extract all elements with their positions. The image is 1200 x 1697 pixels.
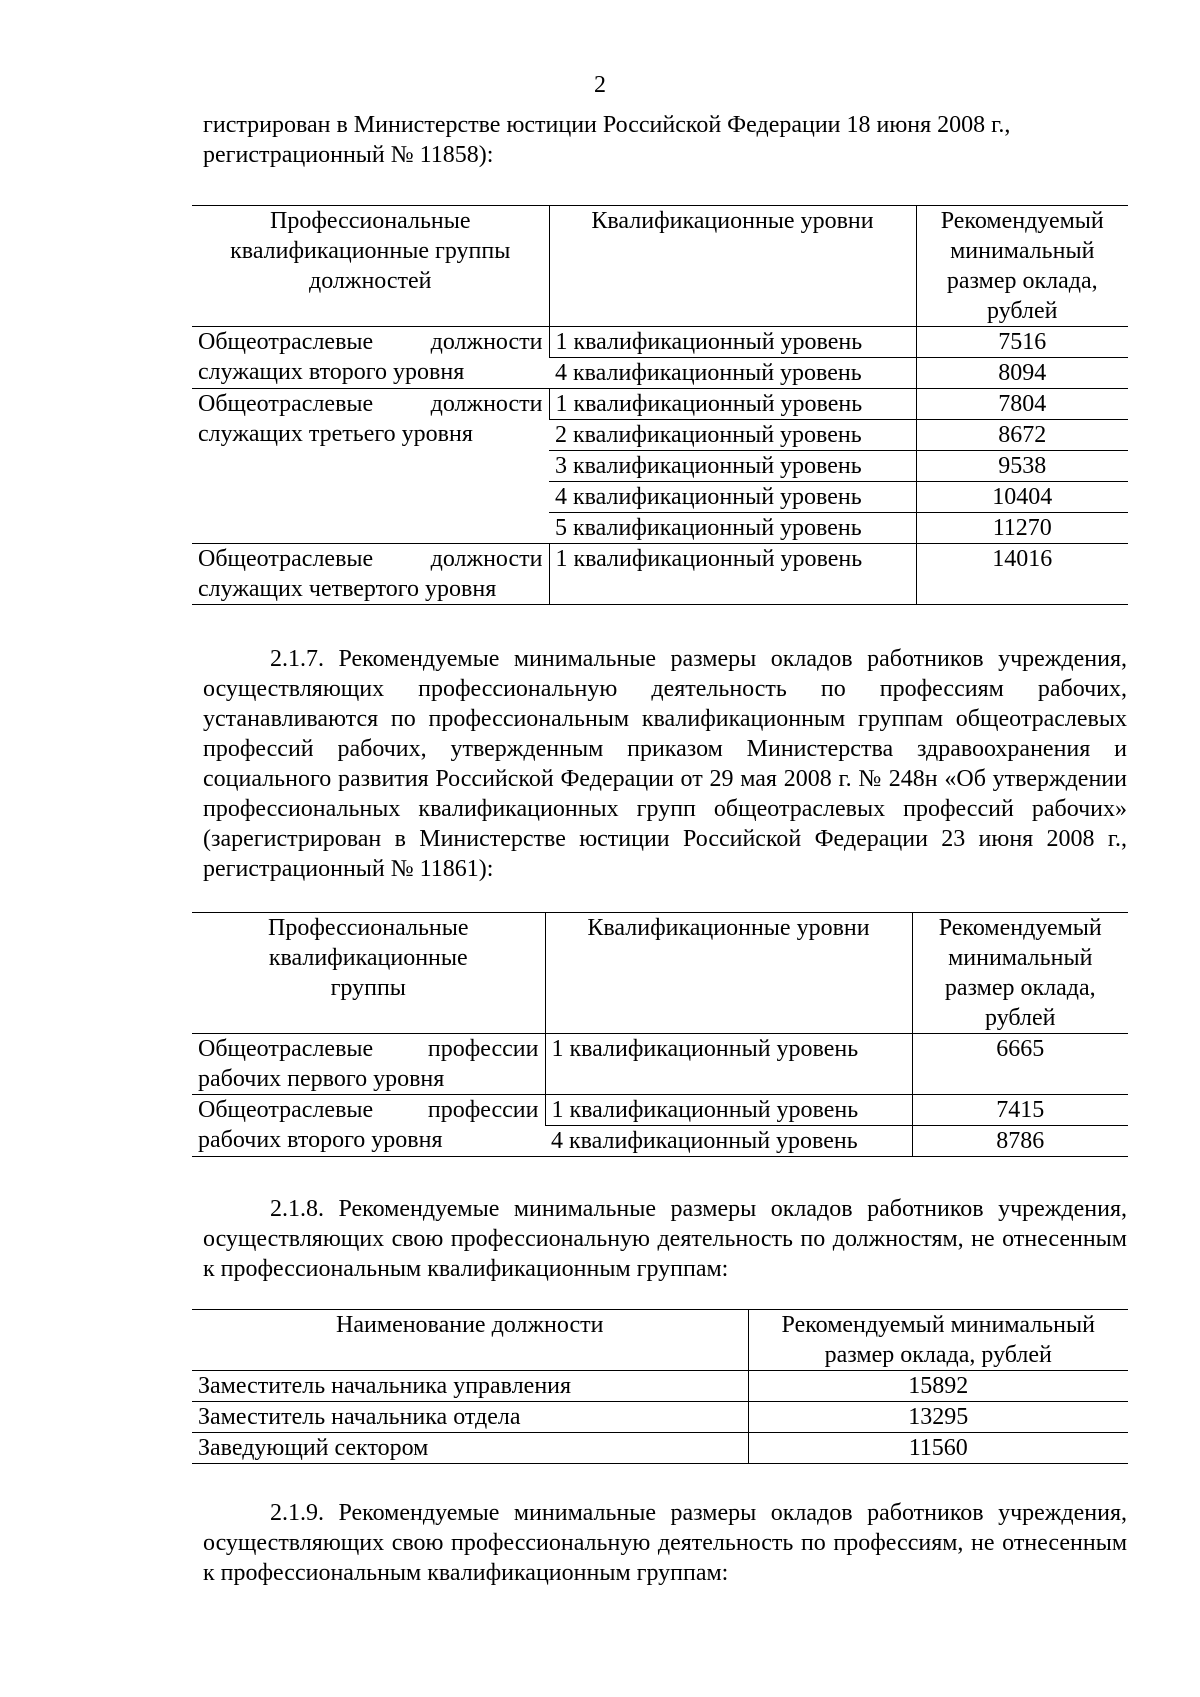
salary-cell: 11270 bbox=[916, 513, 1128, 544]
intro-line-2: регистрационный № 11858): bbox=[203, 142, 494, 168]
column-header-salary: Рекомендуемый минимальный размер оклада, рублей bbox=[916, 206, 1128, 327]
level-cell: 1 квалификационный уровень bbox=[549, 544, 916, 605]
table-header-row bbox=[192, 1310, 1128, 1371]
salary-cell: 6665 bbox=[912, 1034, 1128, 1095]
table-row bbox=[192, 389, 1128, 420]
level-cell: 1 квалификационный уровень bbox=[549, 327, 916, 358]
column-header-salary: Рекомендуемый минимальный размер оклада, рублей bbox=[912, 913, 1128, 1034]
paragraph-2-1-9: 2.1.9. Рекомендуемые минимальные размеры окладов работников учреждения, осуществляющих свою профессиональную деятельность по профессиям, не отнесенным к профессиональным квалификационным группам: bbox=[203, 1500, 1127, 1586]
salary-cell: 13295 bbox=[748, 1402, 1128, 1433]
group-name: Общеотраслевые профессии рабочих первого уровня bbox=[192, 1034, 545, 1095]
position-cell: Заведующий сектором bbox=[192, 1433, 748, 1464]
level-cell: 1 квалификационный уровень bbox=[545, 1034, 912, 1095]
table-row bbox=[192, 1034, 1128, 1095]
column-header-groups: Профессиональные квалификационные группы bbox=[192, 913, 545, 1034]
salary-cell: 7804 bbox=[916, 389, 1128, 420]
column-header-salary: Рекомендуемый минимальный размер оклада, рублей bbox=[748, 1310, 1128, 1371]
group-name: Общеотраслевые должности служащих третьего уровня bbox=[192, 389, 549, 544]
table-row bbox=[192, 327, 1128, 358]
table-row bbox=[192, 1371, 1128, 1402]
table-qualification-groups-workers bbox=[192, 912, 1128, 1157]
group-name: Общеотраслевые профессии рабочих второго уровня bbox=[192, 1095, 545, 1157]
table-header-row bbox=[192, 913, 1128, 1034]
table-header-row bbox=[192, 206, 1128, 327]
table-row bbox=[192, 1095, 1128, 1126]
page-number: 2 bbox=[594, 72, 606, 98]
position-cell: Заместитель начальника отдела bbox=[192, 1402, 748, 1433]
column-header-groups: Профессиональные квалификационные группы должностей bbox=[192, 206, 549, 327]
table-positions-not-in-groups bbox=[192, 1309, 1128, 1464]
table-qualification-groups-employees bbox=[192, 205, 1128, 605]
salary-cell: 7415 bbox=[912, 1095, 1128, 1126]
level-cell: 2 квалификационный уровень bbox=[549, 420, 916, 451]
table-row bbox=[192, 544, 1128, 605]
group-name: Общеотраслевые должности служащих второго уровня bbox=[192, 327, 549, 389]
salary-cell: 10404 bbox=[916, 482, 1128, 513]
level-cell: 3 квалификационный уровень bbox=[549, 451, 916, 482]
column-header-levels: Квалификационные уровни bbox=[545, 913, 912, 1034]
salary-cell: 8786 bbox=[912, 1126, 1128, 1157]
salary-cell: 14016 bbox=[916, 544, 1128, 605]
paragraph-2-1-8: 2.1.8. Рекомендуемые минимальные размеры окладов работников учреждения, осуществляющих свою профессиональную деятельность по должностям, не отнесенным к профессиональным квалификационным группам: bbox=[203, 1196, 1127, 1282]
salary-cell: 11560 bbox=[748, 1433, 1128, 1464]
table-row bbox=[192, 1433, 1128, 1464]
group-name: Общеотраслевые должности служащих четвертого уровня bbox=[192, 544, 549, 605]
column-header-position: Наименование должности bbox=[192, 1310, 748, 1371]
table-row bbox=[192, 1402, 1128, 1433]
level-cell: 1 квалификационный уровень bbox=[549, 389, 916, 420]
column-header-levels: Квалификационные уровни bbox=[549, 206, 916, 327]
salary-cell: 8672 bbox=[916, 420, 1128, 451]
salary-cell: 9538 bbox=[916, 451, 1128, 482]
salary-cell: 8094 bbox=[916, 358, 1128, 389]
level-cell: 5 квалификационный уровень bbox=[549, 513, 916, 544]
salary-cell: 15892 bbox=[748, 1371, 1128, 1402]
salary-cell: 7516 bbox=[916, 327, 1128, 358]
level-cell: 4 квалификационный уровень bbox=[549, 482, 916, 513]
intro-line-1: гистрирован в Министерстве юстиции Российской Федерации 18 июня 2008 г., bbox=[203, 112, 1011, 138]
paragraph-2-1-7: 2.1.7. Рекомендуемые минимальные размеры окладов работников учреждения, осуществляющих профессиональную деятельность по профессиям рабочих, устанавливаются по профессиональным квалификационным группам общеотраслевых профессий рабочих, утвержденным приказом Министерства здравоохранения и социального развития Российской Федерации от 29 мая 2008 г. № 248н «Об утверждении профессиональных квалификационных групп общеотраслевых профессий рабочих» (зарегистрирован в Министерстве юстиции Российской Федерации 23 июня 2008 г., регистрационный № 11861): bbox=[203, 646, 1127, 882]
level-cell: 4 квалификационный уровень bbox=[549, 358, 916, 389]
level-cell: 1 квалификационный уровень bbox=[545, 1095, 912, 1126]
level-cell: 4 квалификационный уровень bbox=[545, 1126, 912, 1157]
position-cell: Заместитель начальника управления bbox=[192, 1371, 748, 1402]
